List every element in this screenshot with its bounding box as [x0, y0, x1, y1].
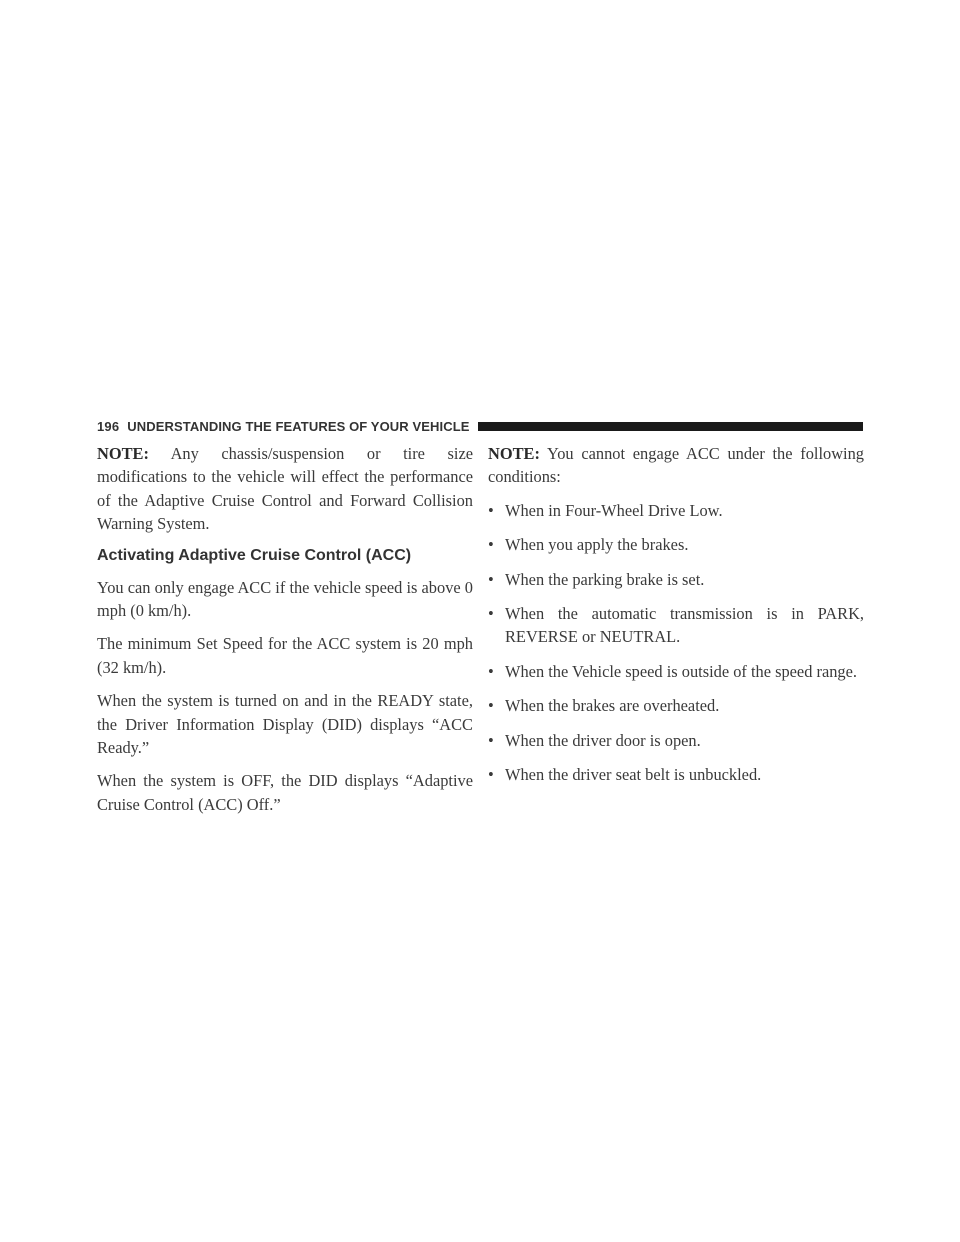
- note-text: Any chassis/suspension or tire size modifications to the vehicle will effect the performance of the Adaptive Cruise Control and Forward Collision Warning System.: [97, 444, 473, 534]
- list-item-text: When the Vehicle speed is outside of the speed range.: [505, 661, 857, 681]
- list-item: [488, 660, 864, 683]
- list-item: [488, 729, 864, 752]
- list-item-text: When you apply the brakes.: [505, 535, 689, 555]
- note-label: NOTE:: [488, 444, 540, 463]
- right-column: [488, 442, 864, 797]
- header-rule: [478, 422, 863, 431]
- bullet-icon: •: [488, 535, 494, 555]
- left-column: [97, 442, 473, 826]
- paragraph-ready-state: When the system is turned on and in the READY state, the Driver Information Display (DID) displays “ACC Ready.”: [97, 691, 473, 758]
- note-cannot-engage: [488, 442, 864, 489]
- paragraph-off-state: When the system is OFF, the DID displays “Adaptive Cruise Control (ACC) Off.”: [97, 771, 473, 814]
- bullet-icon: •: [488, 604, 494, 624]
- list-item-text: When the brakes are overheated.: [505, 696, 720, 716]
- page-header: [97, 418, 863, 434]
- list-item: [488, 763, 864, 786]
- section-title: UNDERSTANDING THE FEATURES OF YOUR VEHICLE: [127, 418, 470, 434]
- conditions-list: [488, 499, 864, 787]
- paragraph-min-set-speed: The minimum Set Speed for the ACC system is 20 mph (32 km/h).: [97, 634, 473, 677]
- list-item: [488, 602, 864, 649]
- paragraph-engage-speed: You can only engage ACC if the vehicle speed is above 0 mph (0 km/h).: [97, 577, 473, 621]
- note-label: NOTE:: [97, 444, 149, 463]
- bullet-icon: •: [488, 696, 494, 716]
- bullet-icon: •: [488, 730, 494, 750]
- note-text: You cannot engage ACC under the following conditions:: [488, 444, 864, 487]
- bullet-icon: •: [488, 765, 494, 785]
- list-item-text: When the automatic transmission is in PARK, REVERSE or NEUTRAL.: [505, 604, 864, 647]
- bullet-icon: •: [488, 500, 494, 520]
- list-item-text: When the driver seat belt is unbuckled.: [505, 765, 762, 785]
- list-item-text: When the driver door is open.: [505, 730, 701, 750]
- bullet-icon: •: [488, 661, 494, 681]
- list-item: [488, 499, 864, 522]
- section-heading: Activating Adaptive Cruise Control (ACC): [97, 546, 412, 564]
- list-item-text: When in Four-Wheel Drive Low.: [505, 500, 723, 520]
- list-item: [488, 694, 864, 717]
- bullet-icon: •: [488, 569, 494, 589]
- list-item: [488, 533, 864, 556]
- note-chassis-modifications: [97, 442, 473, 536]
- page-number: 196: [97, 418, 120, 434]
- list-item-text: When the parking brake is set.: [505, 569, 705, 589]
- list-item: [488, 568, 864, 591]
